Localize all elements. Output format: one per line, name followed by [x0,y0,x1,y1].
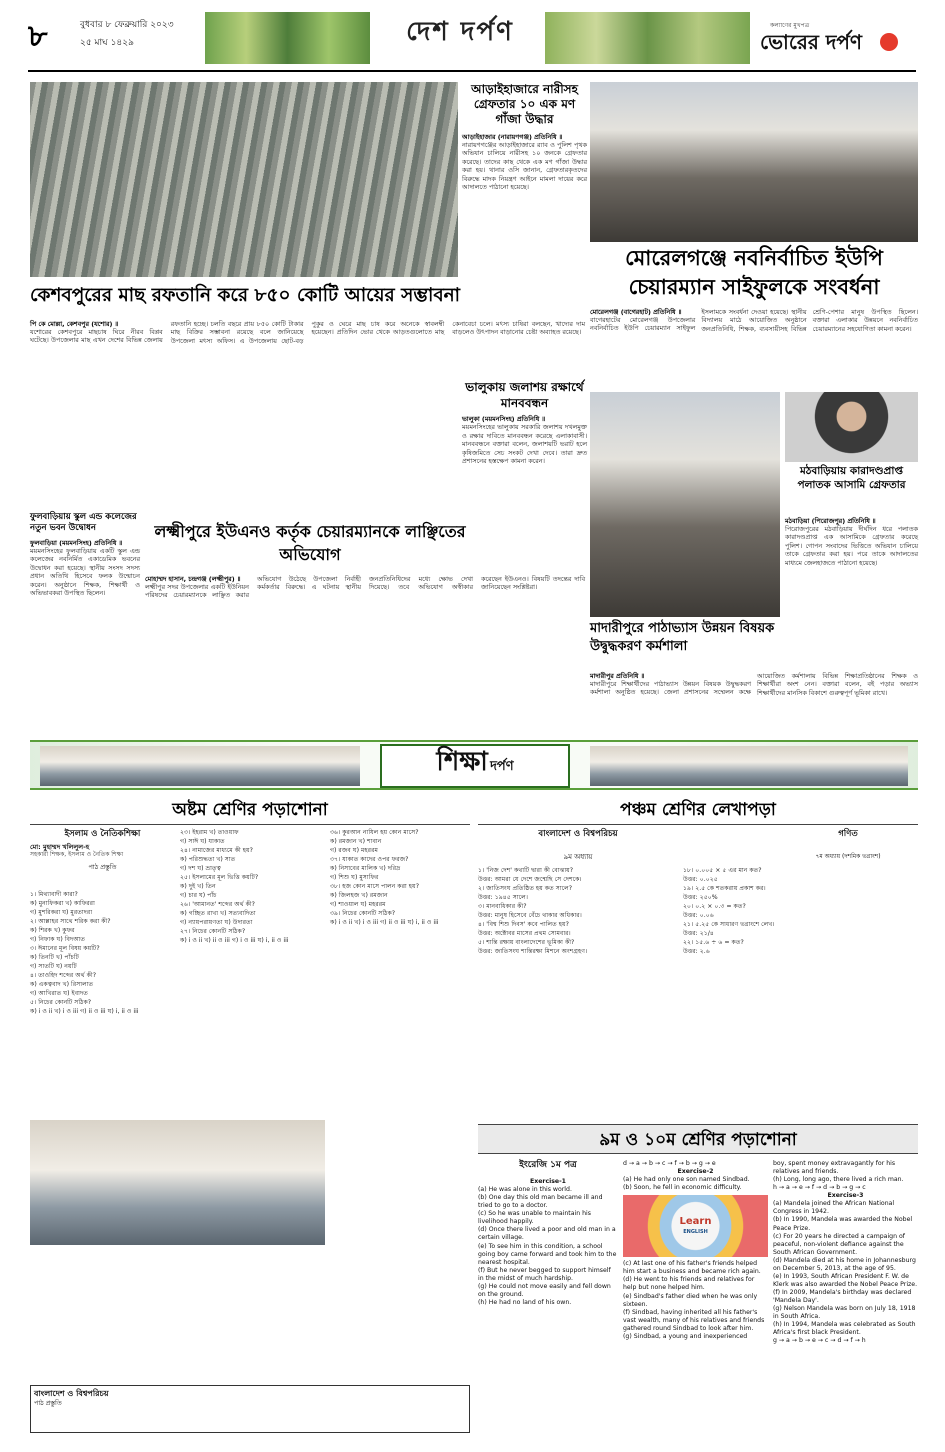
mcq2-line: ২৪। নামাজের মাধ্যমে কী হয়? [180,846,253,854]
mcq1-line: ৪। তাওহিদ শব্দের অর্থ কী? [30,971,97,979]
mcq3-line: ক) রমজান খ) শাবান [330,837,382,845]
article-morrelganj [590,308,918,388]
mcq2-line: গ) ন্যায়পরায়ণতা ঘ) উদারতা [180,918,253,926]
fish-market-photo [30,82,458,277]
class5-math-line: উত্তর: ২১/৪ [683,929,714,937]
class5-math-line: ১৮। ০.০০৫ × ৫ এর মান কত? [683,867,762,874]
article-ganja-byline: আড়াইহাজার (নারায়ণগঞ্জ) প্রতিনিধি ॥ [462,133,563,141]
brand-logo: ভোরের দর্পণ [760,30,862,54]
masthead-decor-photo-right [545,12,750,64]
class5-qa-line: উত্তর: জাতিসংঘ শান্তিরক্ষা মিশনে অংশগ্রহণ। [478,947,588,955]
article-manobbondhon-body: ময়মনসিংহের ভালুকায় সরকারি জলাশয় দখলমুক্ত ও রক্ষার দাবিতে মানববন্ধন করেছে এলাকাবাসী। মানববন্ধনে বক্তারা বলেন, জলাশয়টি ভরাট হলে কৃষিজমিতে সেচ সংকট দেখা দেবে। তারা দ্রুত প্রশাসনের হস্তক্ষেপ কামনা করেন। [462,423,587,465]
class910-col2 [623,1160,768,1438]
ex3-sentence: (f) In 2009, Mandela's birthday was declared 'Mandela Day'. [773,1289,912,1305]
class5-chapter: ৯ম অধ্যায় [563,853,593,861]
article-morrelganj-body: বাগেরহাটের মোরেলগঞ্জ উপজেলার নবনির্বাচিত ইউপি চেয়ারম্যান সাইফুল ইসলামকে সংবর্ধনা দেওয়া হয়েছে। স্থানীয় বিদ্যালয় মাঠে আয়োজিত অনুষ্ঠানে জনপ্রতিনিধি, শিক্ষক, ব্যবসায়ীসহ বিভিন্ন শ্রেণি-পেশার মানুষ উপস্থিত ছিলেন। বক্তারা এলাকার উন্নয়নে নবনির্বাচিত চেয়ারম্যানের সহযোগিতা কামনা করেন। [590,308,918,333]
ex2-sentence: (b) Soon, he fell in economic difficulty. [623,1184,742,1192]
class5-math-line: উত্তর: ২.৬ [683,947,710,955]
ex1-sentence: (g) He could not move easily and fell down on the ground. [478,1282,611,1298]
mcq2-line: ২৫। ইসলামের মূল ভিত্তি কয়টি? [180,873,259,881]
ex2-sentence: (a) He had only one son named Sindbad. [623,1176,750,1184]
madaripur-workshop-photo [590,392,780,617]
mcq1-line: ৫। নিচের কোনটি সঠিক? [30,998,92,1006]
class8-mcq-col3 [330,829,470,1109]
class5-math-line: ২২। ১৫.৬ ÷ ৬ = কত? [683,938,744,946]
article-manobbondhon-headline: ভালুকায় জলাশয় রক্ষার্থে মানববন্ধন [465,380,584,410]
article-fish-byline: পি কে মোল্লা, কেশবপুর (যশোর) ॥ [30,320,119,328]
ex3-sentence: (b) In 1990, Mandela was awarded the Nobel Peace Prize. [773,1216,913,1232]
class5-math-line: উত্তর: ০.০২৫ [683,875,718,883]
ex2-sentence: boy, spent money extravagantly for his relatives and friends. [773,1160,896,1176]
exercise2-title: Exercise-2 [677,1168,714,1176]
mcq2-line: ক) i ও ii খ) ii ও iii গ) i ও iii ঘ) i, ii ও iii [180,936,289,944]
article-morrelganj-byline: মোরেলগঞ্জ (বাগেরহাট) প্রতিনিধি ॥ [590,308,682,316]
class5-qa-line: উত্তর: আমরা যে দেশে জন্মেছি সে দেশকে। [478,875,582,883]
ex1-sentence: (h) He had no land of his own. [478,1298,572,1306]
mcq1-line: ২। আল্লাহর সাথে শরিক করা কী? [30,917,111,925]
ex3-sentence: (g) Nelson Mandela was born on July 18, 1918 in South Africa. [773,1305,916,1321]
mcq1-line: ৩। ঈমানের মূল বিষয় কয়টি? [30,944,100,952]
class8-bgs-box [30,1385,470,1433]
class910-subject: ইংরেজি ১ম পত্র [519,1160,577,1170]
class8-title: অষ্টম শ্রেণির পড়াশোনা [30,795,470,825]
class5-subject-right: গণিত [838,829,858,839]
mcq3-line: ক) জিলহজ খ) রমজান [330,891,388,899]
article-school [30,512,140,737]
mcq2-line: ২৩। ইহরাম খ) তাওয়াফ [180,829,239,836]
article-mothbaria-byline: মঠবাড়িয়া (পিরোজপুর) প্রতিনিধি ॥ [785,517,876,525]
article-school-byline: ফুলবাড়িয়া (ময়মনসিংহ) প্রতিনিধি ॥ [30,538,123,547]
mcq3-line: ৩৬। কুরআন নাযিল হয় কোন মাসে? [330,829,419,836]
class8-mcq-col2 [180,829,325,944]
mcq3-line: ক) i ও ii খ) i ও iii গ) ii ও iii ঘ) i, ii ও iii [330,918,439,926]
mcq1-line: গ) সাতটি ঘ) নয়টি [30,962,77,970]
class5-math-qa [683,867,918,1117]
class5-math-line: উত্তর: ০.০৬ [683,911,714,919]
mcq1-line: গ) আখিরাত ঘ) ইবাদত [30,989,88,997]
class5-qa-line: ৪। 'বিশ্ব শিশু দিবস' কবে পালিত হয়? [478,920,569,928]
ex2-answer: h → a → e → f → d → b → g → c [773,1184,866,1192]
ex1-sentence: (b) One day this old man became ill and tried to go to a doctor. [478,1194,603,1210]
ex2-sentence: (c) At last one of his father's friends helped him start a business and became rich again. [623,1260,761,1276]
article-ganja-body: নারায়ণগঞ্জের আড়াইহাজারে র‌্যাব ও পুলিশ পৃথক অভিযান চালিয়ে নারীসহ ১০ জনকে গ্রেফতার করেছে। তাদের কাছ থেকে এক মণ গাঁজা উদ্ধার করা হয়। থানার ওসি জানান, গ্রেফতারকৃতদের বিরুদ্ধে মাদক নিয়ন্ত্রণ আইনে মামলা দায়ের করে আদালতে পাঠানো হয়েছে। [462,141,587,192]
class5-title: পঞ্চম শ্রেণির লেখাপড়া [478,795,918,825]
class5-chapter-right: ৭ম অধ্যায় (দশমিক ভগ্নাংশ) [815,853,881,860]
banner-title-main: শিক্ষা [436,747,488,777]
ex1-answer: d → a → b → c → f → b → g → e [623,1160,716,1167]
banner-title-suffix: দর্পণ [490,759,514,774]
class5-bgs-qa [478,867,678,1117]
classroom-exam-photo [30,1120,325,1245]
class5-qa-line: উত্তর: অক্টোবর মাসের প্রথম সোমবার। [478,929,571,937]
learn-english-graphic [623,1195,768,1257]
article-school-body: ময়মনসিংহের ফুলবাড়িয়ায় একটি স্কুল এন্ড কলেজের নবনির্মিত একাডেমিক ভবনের উদ্বোধন করা হয়েছে। স্থানীয় সংসদ সদস্য প্রধান অতিথি হিসেবে ফলক উন্মোচন করেন। অনুষ্ঠানে শিক্ষক, শিক্ষার্থী ও অভিভাবকরা উপস্থিত ছিলেন। [30,546,140,598]
ex1-sentence: (f) But he never begged to support himself in the midst of much hardship. [478,1266,611,1282]
ex3-answer: g → a → b → e → c → d → f → h [773,1337,866,1345]
article-fish-headline: কেশবপুরের মাছ রফতানি করে ৮৫০ কোটি আয়ের সম্ভাবনা [30,285,461,306]
mcq3-line: ক) নিসাবের মালিক খ) দরিদ্র [330,864,401,872]
class8-lesson: পাঠ প্রস্তুতি [88,863,117,872]
ex3-sentence: (c) For 20 years he directed a campaign of peaceful, non-violent defiance against the South African Government. [773,1232,905,1256]
mcq3-line: গ) শাওয়াল ঘ) মহররম [330,900,386,908]
learn-english-sub: ENGLISH [683,1229,708,1236]
class5-math-line: উত্তর: ২৫০% [683,893,718,901]
class8-mcq-col1 [30,891,175,1121]
masthead-bangla-date: ২৫ মাঘ ১৪২৯ [80,38,134,48]
article-laxmipur-body: লক্ষ্মীপুর সদর উপজেলার একটি ইউনিয়ন পরিষদের চেয়ারম্যানকে লাঞ্ছিত করার অভিযোগ উঠেছে উপজেলা নির্বাহী কর্মকর্তার বিরুদ্ধে। এ ঘটনায় স্থানীয় জনপ্রতিনিধিদের মধ্যে ক্ষোভ দেখা দিয়েছে। তবে অভিযোগ অস্বীকার করেছেন ইউএনও। বিষয়টি তদন্তের দাবি জানিয়েছেন সংশ্লিষ্টরা। [145,575,585,600]
article-fish-body: যশোরের কেশবপুরে মাছচাষ ঘিরে নীরব বিপ্লব ঘটেছে। উপজেলার মাছ এখন দেশের বিভিন্ন জেলায় রফতানি হচ্ছে। চলতি বছরে প্রায় ৮৫০ কোটি টাকার মাছ বিক্রির সম্ভাবনা রয়েছে বলে জানিয়েছে উপজেলা মৎস্য অফিস। এ উপজেলায় ছোট-বড় পুকুর ও ঘেরে মাছ চাষ করে অনেকে স্বাবলম্বী হয়েছেন। প্রতিদিন ভোর থেকে আড়তগুলোতে মাছ কেনাবেচা চলে। মৎস্য চাষিরা বলছেন, খাদ্যের দাম বাড়লেও উৎপাদন বাড়ানোর চেষ্টা অব্যাহত রয়েছে। [30,320,585,345]
class5-section [478,795,918,1120]
mcq1-line: ১। মিথ্যাবাদী কারা? [30,891,78,898]
class5-qa-line: ৩। মানবাধিকার কী? [478,902,527,910]
ex1-sentence: (a) He was alone in this world. [478,1186,572,1194]
class910-section [478,1124,918,1439]
article-laxmipur-byline: মোহাম্মদ হাসান, চন্দ্রগঞ্জ (লক্ষ্মীপুর) ॥ [145,575,241,583]
masthead-date: বুধবার ৮ ফেব্রুয়ারি ২০২৩ [80,20,174,30]
mcq2-line: গ) দশ ঘ) ভ্রাতৃত্ব [180,864,221,872]
article-laxmipur [145,575,585,735]
class5-subject-left: বাংলাদেশ ও বিশ্বপরিচয় [538,829,618,839]
article-laxmipur-headline: লক্ষ্মীপুরে ইউএনও কর্তৃক চেয়ারম্যানকে লাঞ্ছিতের অভিযোগ [154,522,466,565]
article-ganja-headline: আড়াইহাজারে নারীসহ গ্রেফতার ১০ এক মণ গাঁজা উদ্ধার [471,82,578,126]
ex3-sentence: (d) Mandela died at his home in Johannesburg on December 5, 2013, at the age of 95. [773,1256,916,1272]
banner-students-left-photo [40,746,360,786]
class910-col3 [773,1160,918,1438]
class5-math-line: ১৯। ২.৫ কে শতকরায় প্রকাশ কর। [683,884,766,892]
mothbaria-accused-photo [785,392,918,462]
exercise1-title: Exercise-1 [529,1178,566,1185]
article-morrelganj-headline: মোরেলগঞ্জে নবনির্বাচিত ইউপি চেয়ারম্যান সাইফুলকে সংবর্ধনা [625,246,883,300]
banner-title [380,744,570,788]
mcq2-line: ক) দুই খ) তিন [180,882,216,890]
mcq2-line: ২৭। নিচের কোনটি সঠিক? [180,927,246,935]
class5-qa-line: ১। 'নিজ দেশ' কথাটি দ্বারা কী বোঝায়? [478,867,574,874]
banner-students-right-photo [590,746,908,786]
ex2-sentence: (h) Long, long ago, there lived a rich man. [773,1176,904,1184]
mcq1-line: ক) i ও ii খ) i ও iii গ) ii ও iii ঘ) i, ii ও iii [30,1007,139,1015]
class5-qa-line: ২। জাতিসংঘ প্রতিষ্ঠিত হয় কত সালে? [478,884,572,892]
mcq3-line: ৩৭। যাকাত কাদের ওপর ফরজ? [330,855,409,863]
class8-author-role: সহকারী শিক্ষক, ইসলাম ও নৈতিক শিক্ষা [30,850,124,858]
class5-qa-line: উত্তর: মানুষ হিসেবে বেঁচে থাকার অধিকার। [478,911,582,919]
mcq2-line: ২৬। 'আমানত' শব্দের অর্থ কী? [180,900,255,908]
ex3-sentence: (e) In 1993, South African President F. W. de Klerk was also awarded the Nobel Peace Prize. [773,1272,918,1288]
page-number: ৮ [28,19,48,54]
mcq1-line: গ) নিফাক ঘ) বিদআত [30,935,86,943]
mcq2-line: গ) সাঈ ঘ) যাকাত [180,837,225,845]
mcq1-line: ক) শিরক খ) কুফর [30,926,75,934]
class5-qa-line: উত্তর: ১৯৪৫ সালে। [478,893,528,901]
ex3-sentence: (a) Mandela joined the African National Congress in 1942. [773,1200,895,1216]
brand-tagline: কল্যাণের মুখপত্র [770,22,810,29]
class8-lesson2: পাঠ প্রস্তুতি [34,1399,62,1407]
mcq1-line: ক) তিনটি খ) পাঁচটি [30,953,79,961]
article-madaripur-byline: মাদারীপুর প্রতিনিধি ॥ [590,672,645,680]
mcq3-line: গ) শিশু ঘ) মুসাফির [330,873,379,881]
article-school-headline: ফুলবাড়িয়ায় স্কুল এন্ড কলেজের নতুন ভবন উদ্বোধন [30,512,137,534]
class8-subject: ইসলাম ও নৈতিকশিক্ষা [64,829,141,839]
class5-math-line: ২১। ৫.২৫ কে সাধারণ ভগ্নাংশে লেখ। [683,920,775,928]
brand-sun-icon [880,33,898,51]
article-madaripur [590,672,918,734]
morrelganj-reception-photo [590,82,918,242]
class8-section [30,795,470,1435]
mcq1-line: ক) একত্ববাদ খ) রিসালাত [30,980,94,988]
article-mothbaria-headline: মঠবাড়িয়ায় কারাদণ্ডপ্রাপ্ত পলাতক আসামি গ্রেফতার [797,465,906,492]
section-title: দেশ দর্পণ [406,17,514,47]
mcq2-line: ক) গচ্ছিত রাখা খ) সত্যবাদিতা [180,909,256,917]
class5-math-line: ২০। ০.২ × ০.৩ = কত? [683,902,746,910]
masthead [0,0,945,80]
article-manobbondhon [462,380,587,525]
mcq3-line: ৩৯। নিচের কোনটি সঠিক? [330,909,396,917]
mcq3-line: ৩৮। হজ কোন মাসে পালন করা হয়? [330,882,419,890]
masthead-rule [28,70,916,72]
mcq1-line: গ) মুশরিকরা ঘ) মুরতাদরা [30,908,93,916]
ex2-sentence: (d) He went to his friends and relatives for help but none helped him. [623,1276,755,1292]
learn-english-badge: Learn [679,1216,712,1228]
mcq1-line: ক) মুনাফিকরা খ) কাফিররা [30,899,95,907]
class910-title: ৯ম ও ১০ম শ্রেণির পড়াশোনা [478,1124,918,1154]
ex1-sentence: (d) Once there lived a poor and old man in a certain village. [478,1226,616,1242]
ex2-sentence: (e) Sindbad's father died when he was only sixteen. [623,1292,758,1308]
ex2-sentence: (g) Sindbad, a young and inexperienced [623,1332,748,1340]
class910-col1 [478,1178,618,1438]
class5-qa-line: ৫। শান্তি রক্ষায় বাংলাদেশের ভূমিকা কী? [478,938,575,946]
mcq2-line: ক) পরিশুদ্ধতা খ) সাত [180,855,236,863]
article-mothbaria-body: পিরোজপুরের মঠবাড়িয়ায় দীর্ঘদিন ধরে পলাতক কারাদণ্ডপ্রাপ্ত এক আসামিকে গ্রেফতার করেছে পুলিশ। গোপন সংবাদের ভিত্তিতে অভিযান চালিয়ে তাকে গ্রেফতার করা হয়। পরে তাকে আদালতের মাধ্যমে জেলহাজতে পাঠানো হয়েছে। [785,525,918,567]
ex1-sentence: (e) To see him in this condition, a school going boy came forward and took him to the nearest hospital. [478,1242,617,1266]
masthead-decor-photo-left [205,12,370,64]
article-madaripur-headline: মাদারীপুরে পাঠাভ্যাস উন্নয়ন বিষয়ক উদ্বুদ্ধকরণ কর্মশালা [590,621,775,655]
education-banner [30,740,918,790]
ex3-sentence: (h) In 1994, Mandela was celebrated as South Africa's first black President. [773,1321,916,1337]
class8-author: মো: মুহাম্মদ খলিলুল-হ [30,842,90,851]
ex1-sentence: (c) So he was unable to maintain his livelihood happily. [478,1210,591,1226]
article-madaripur-body: মাদারীপুরে শিক্ষার্থীদের পাঠাভ্যাস উন্নয়ন বিষয়ক উদ্বুদ্ধকরণ কর্মশালা অনুষ্ঠিত হয়েছে। জেলা প্রশাসনের সম্মেলন কক্ষে আয়োজিত কর্মশালায় বিভিন্ন শিক্ষাপ্রতিষ্ঠানের শিক্ষক ও শিক্ষার্থীরা অংশ নেন। বক্তারা বলেন, বই পড়ার অভ্যাস শিক্ষার্থীদের মানসিক বিকাশে গুরুত্বপূর্ণ ভূমিকা রাখে। [590,672,918,697]
mcq2-line: গ) চার ঘ) পাঁচ [180,891,217,899]
ex2-sentence: (f) Sindbad, having inherited all his father's vast wealth, many of his relatives and friends gathered round Sindbad to look after him. [623,1308,765,1332]
mcq3-line: গ) রজব ঘ) মহররম [330,846,378,854]
exercise3-title: Exercise-3 [827,1192,864,1200]
class8-subject2: বাংলাদেশ ও বিশ্বপরিচয় [34,1389,109,1398]
article-manobbondhon-byline: ভালুকা (ময়মনসিংহ) প্রতিনিধি ॥ [462,415,546,424]
